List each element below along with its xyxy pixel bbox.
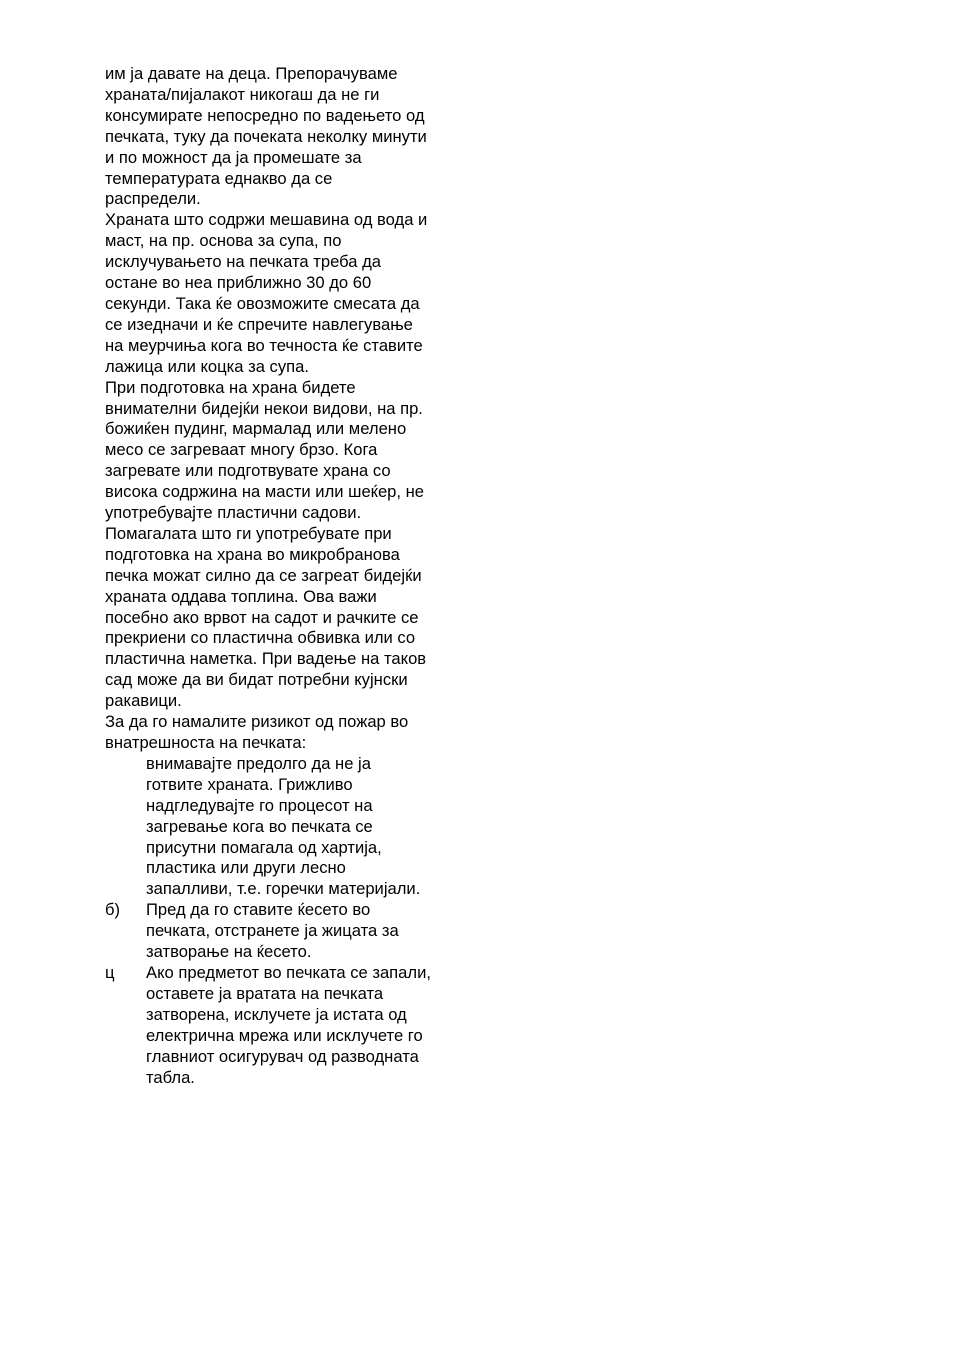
list-marker: ц [105, 962, 115, 982]
document-body [105, 64, 485, 1088]
text-line: секунди. Така ќе овозможите смесата да [105, 293, 420, 313]
text-line: употребувајте пластични садови. [105, 503, 362, 523]
text-line: посебно ако врвот на садот и рачките се [105, 607, 419, 627]
list-item-bag-wire [105, 900, 485, 963]
text-line: електрична мрежа или исклучете го [146, 1025, 423, 1045]
paragraph-fast-heating-foods [105, 378, 485, 524]
list-item-cooking-time [105, 754, 485, 900]
text-line: прекриени со пластична обвивка или со [105, 628, 416, 648]
text-line: сад може да ви бидат потребни кујнски [105, 670, 408, 690]
text-line: маст, на пр. основа за супа, по [105, 231, 342, 251]
text-line: главниот осигурувач од разводната [146, 1046, 419, 1066]
text-line: Пред да го ставите ќесето во [146, 900, 371, 920]
paragraph-fire-risk-intro [105, 712, 485, 754]
text-line: и по можност да ја промешате за [105, 147, 362, 167]
text-line: За да го намалите ризикот од пожар во [105, 712, 409, 732]
text-line: подготовка на храна во микробранова [105, 544, 400, 564]
text-line: остане во неа приближно 30 до 60 [105, 273, 372, 293]
text-line: распредели. [105, 189, 201, 209]
text-line: внимателни бидејќи некои видови, на пр. [105, 398, 423, 418]
text-line: затворена, исклучете ја истата од [146, 1004, 407, 1024]
text-line: печка можат силно да се загреат бидејќи [105, 565, 422, 585]
text-line: внимавајте предолго да не ја [146, 753, 371, 773]
text-line: внатрешноста на печката: [105, 733, 307, 752]
text-line: на меурчиња кога во течноста ќе ставите [105, 335, 423, 355]
text-line: исклучувањето на печката треба да [105, 252, 381, 272]
text-line: висока содржина на масти или шеќер, не [105, 482, 425, 502]
text-line: ракавици. [105, 691, 182, 711]
text-line: печката, отстранете ја жицата за [146, 921, 399, 941]
text-line: загревате или подготвувате храна со [105, 461, 391, 481]
text-line: се изедначи и ќе спречите навлегување [105, 314, 413, 334]
list-item-fire-in-oven [105, 963, 485, 1088]
text-line: консумирате непосредно по вадењето од [105, 105, 425, 125]
text-line: Помагалата што ги употребувате при [105, 523, 392, 543]
text-line: Ако предметот во печката се запали, [146, 962, 431, 982]
text-line: затворање на ќесето. [146, 942, 312, 962]
text-line: храната/пијалакот никогаш да не ги [105, 84, 380, 104]
text-line: готвите храната. Грижливо [146, 774, 353, 794]
text-line: храната оддава топлина. Ова важи [105, 586, 377, 606]
list-marker: б) [105, 900, 121, 920]
text-line: пластична наметка. При вадење на таков [105, 649, 427, 669]
text-line: им ја давате на деца. Препорачуваме [105, 64, 398, 83]
paragraph-water-fat-mixture [105, 210, 485, 377]
text-line: пластика или други лесно [146, 858, 346, 878]
paragraph-serving-temperature [105, 64, 485, 210]
text-line: табла. [146, 1067, 195, 1087]
text-line: надгледувајте го процесот на [146, 795, 373, 815]
text-line: При подготовка на храна бидете [105, 377, 356, 397]
text-line: загревање кога во печката се [146, 816, 373, 836]
text-line: божиќен пудинг, мармалад или мелено [105, 419, 407, 439]
text-line: запалливи, т.е. горечки материјали. [146, 879, 421, 899]
text-line: лажица или коцка за супа. [105, 356, 309, 376]
text-line: температурата еднакво да се [105, 168, 333, 188]
paragraph-hot-utensils [105, 524, 485, 712]
text-line: присутни помагала од хартија, [146, 837, 382, 857]
text-line: печката, туку да почеката неколку минути [105, 126, 427, 146]
text-line: оставете ја вратата на печката [146, 983, 384, 1003]
text-line: Храната што содржи мешавина од вода и [105, 210, 428, 230]
text-line: месо се загреваат многу брзо. Кога [105, 440, 378, 460]
